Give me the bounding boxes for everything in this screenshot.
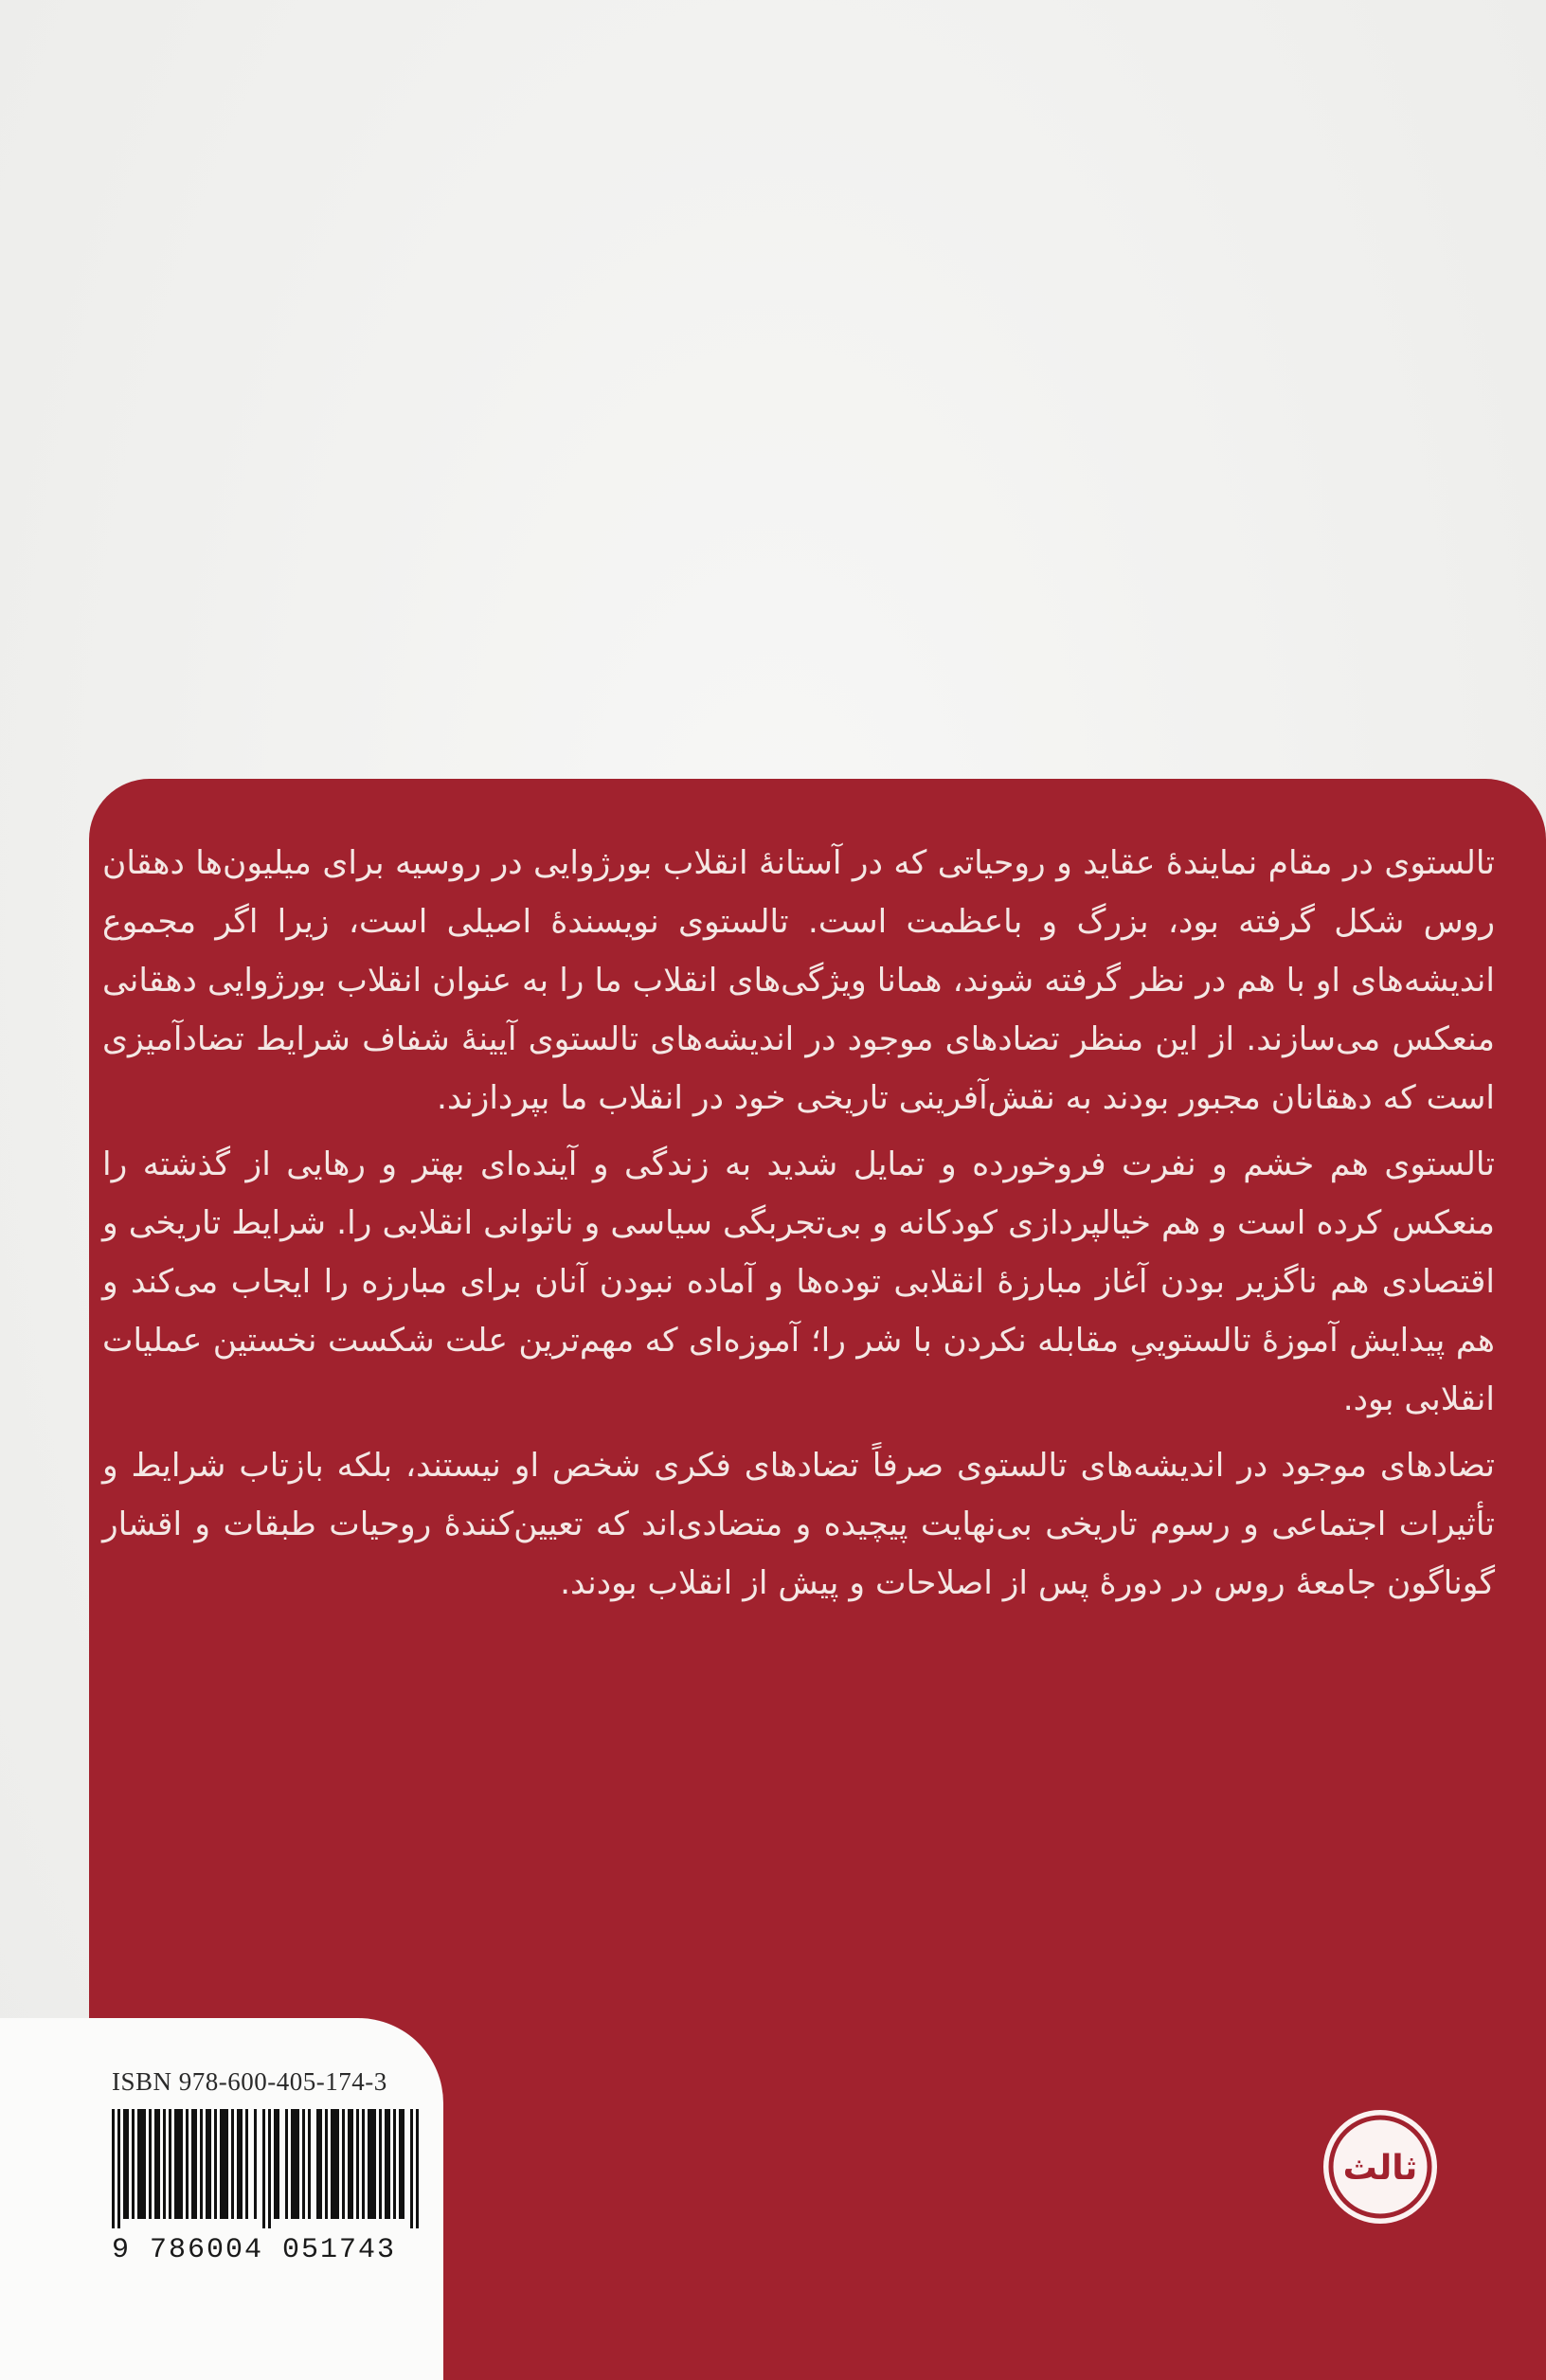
blurb-paragraph-3: تضادهای موجود در اندیشه‌های تالستوی صرفاً تضادهای فکری شخص او نیستند، بلکه بازتاب شرایط و تأثیرات اجتماعی و رسوم تاریخی بی‌نهایت پیچیده و متضادی‌اند که تعیین‌کنندهٔ روحیات طبقات و اقشار گوناگون جامعهٔ روس در دورهٔ پس از اصلاحات و پیش از انقلاب بودند. <box>102 1447 1495 1602</box>
barcode-icon <box>112 2109 424 2228</box>
blurb-paragraph-2: تالستوی هم خشم و نفرت فروخورده و تمایل شدید به زندگی و آینده‌ای بهتر و رهایی از گذشته را منعکس کرده است و هم خیالپردازی کودکانه و بی‌تجربگی سیاسی و ناتوانی انقلابی را. شرایط تاریخی و اقتصادی هم ناگزیر بودن آغاز مبارزهٔ انقلابی توده‌ها و آماده نبودن آنان برای مبارزه را ایجاب می‌کند و هم پیدایش آموزهٔ تالستوییِ مقابله نکردن با شر را؛ آموزه‌ای که مهم‌ترین علت شکست نخستین عملیات انقلابی بود. <box>102 1145 1495 1418</box>
barcode-digits: 9 786004 051743 <box>112 2234 397 2266</box>
publisher-logo-text: ثالث <box>1342 2149 1418 2188</box>
publisher-logo <box>1319 2105 1442 2228</box>
blurb-paragraph-1: تالستوی در مقام نمایندهٔ عقاید و روحیاتی که در آستانهٔ انقلاب بورژوایی در روسیه برای میلیون‌ها دهقان روس شکل گرفته بود، بزرگ و باعظمت است. تالستوی نویسندهٔ اصیلی است، زیرا اگر مجموع اندیشه‌های او با هم در نظر گرفته شوند، همانا ویژگی‌های انقلاب ما را به عنوان انقلاب بورژوایی دهقانی منعکس می‌سازند. از این منظر تضادهای موجود در اندیشه‌های تالستوی آیینهٔ شفاف شرایط تضادآمیزی است که دهقانان مجبور بودند به نقش‌آفرینی تاریخی خود در انقلاب ما بپردازند. <box>102 844 1495 1117</box>
isbn-label: ISBN 978-600-405-174-3 <box>112 2067 387 2096</box>
blurb-text <box>102 834 1495 1620</box>
